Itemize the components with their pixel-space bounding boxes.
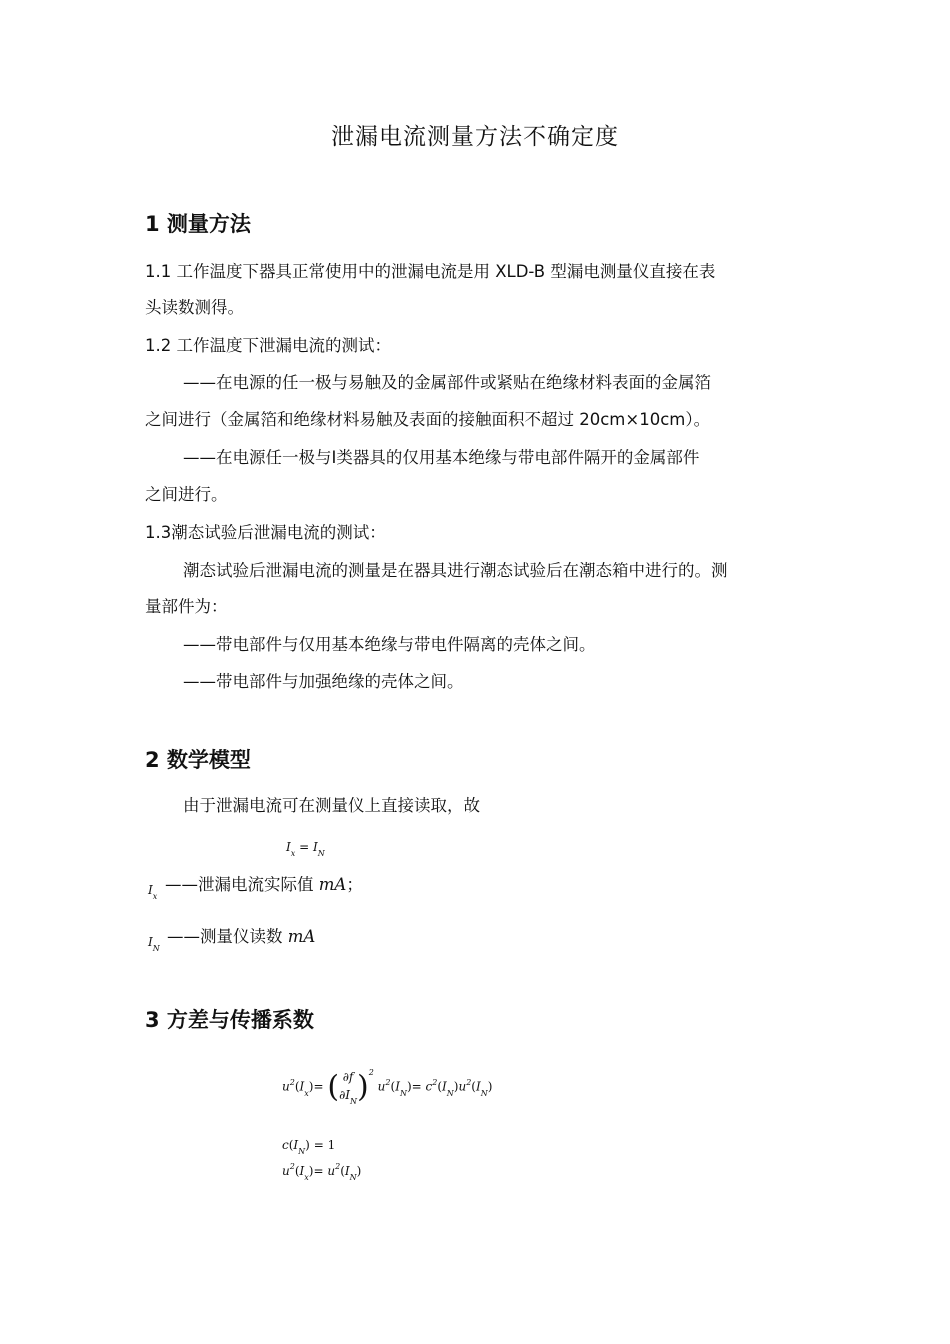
paragraph-1-3: 1.3潮态试验后泄漏电流的测试： — [145, 523, 386, 542]
paragraph-1-3-body-line2: 量部件为： — [145, 597, 228, 616]
section-heading-3: 3 方差与传播系数 — [145, 1008, 314, 1032]
paragraph-1-3-item2: ——带电部件与加强绝缘的壳体之间。 — [183, 672, 464, 691]
formula-model: $I_x = I_N$ — [286, 840, 325, 858]
formula-coefficient: $c(I_N) = 1$ — [282, 1138, 336, 1156]
document-title: 泄漏电流测量方法不确定度 — [331, 124, 619, 150]
paragraph-1-2-item1-line2: 之间进行（金属箔和绝缘材料易触及表面的接触面积不超过 20cm×10cm）。 — [145, 410, 711, 429]
definition-in: ——测量仪读数 mA — [167, 927, 316, 946]
paragraph-1-2-item2-line2: 之间进行。 — [145, 485, 228, 504]
section-heading-2: 2 数学模型 — [145, 748, 251, 772]
formula-variance: $u^2(I_x)=$ ( ∂f $\partial I_N)^2$ $u^2(I_N)= c^2(I_N)u^2(I_N)$ — [282, 1067, 493, 1106]
symbol-in: $I_N$ — [148, 935, 160, 953]
paragraph-1-3-item1: ——带电部件与仅用基本绝缘与带电件隔离的壳体之间。 — [183, 635, 596, 654]
symbol-ix: $I_x$ — [148, 883, 158, 901]
definition-ix: ——泄漏电流实际值 mA； — [165, 875, 363, 894]
paragraph-2-intro: 由于泄漏电流可在测量仪上直接读取，故 — [183, 796, 480, 815]
paragraph-1-2: 1.2 工作温度下泄漏电流的测试： — [145, 336, 391, 355]
section-heading-1: 1 测量方法 — [145, 212, 251, 236]
formula-result: $u^2(I_x)= u^2(I_N)$ — [282, 1162, 362, 1182]
paragraph-1-3-body-line1: 潮态试验后泄漏电流的测量是在器具进行潮态试验后在潮态箱中进行的。测 — [183, 561, 728, 580]
paragraph-1-2-item2-line1: ——在电源任一极与Ⅰ类器具的仅用基本绝缘与带电部件隔开的金属部件 — [183, 448, 700, 467]
paragraph-1-2-item1-line1: ——在电源的任一极与易触及的金属部件或紧贴在绝缘材料表面的金属箔 — [183, 373, 711, 392]
paragraph-1-1-line2: 头读数测得。 — [145, 298, 244, 317]
paragraph-1-1-line1: 1.1 工作温度下器具正常使用中的泄漏电流是用 XLD-B 型漏电测量仪直接在表 — [145, 262, 716, 281]
